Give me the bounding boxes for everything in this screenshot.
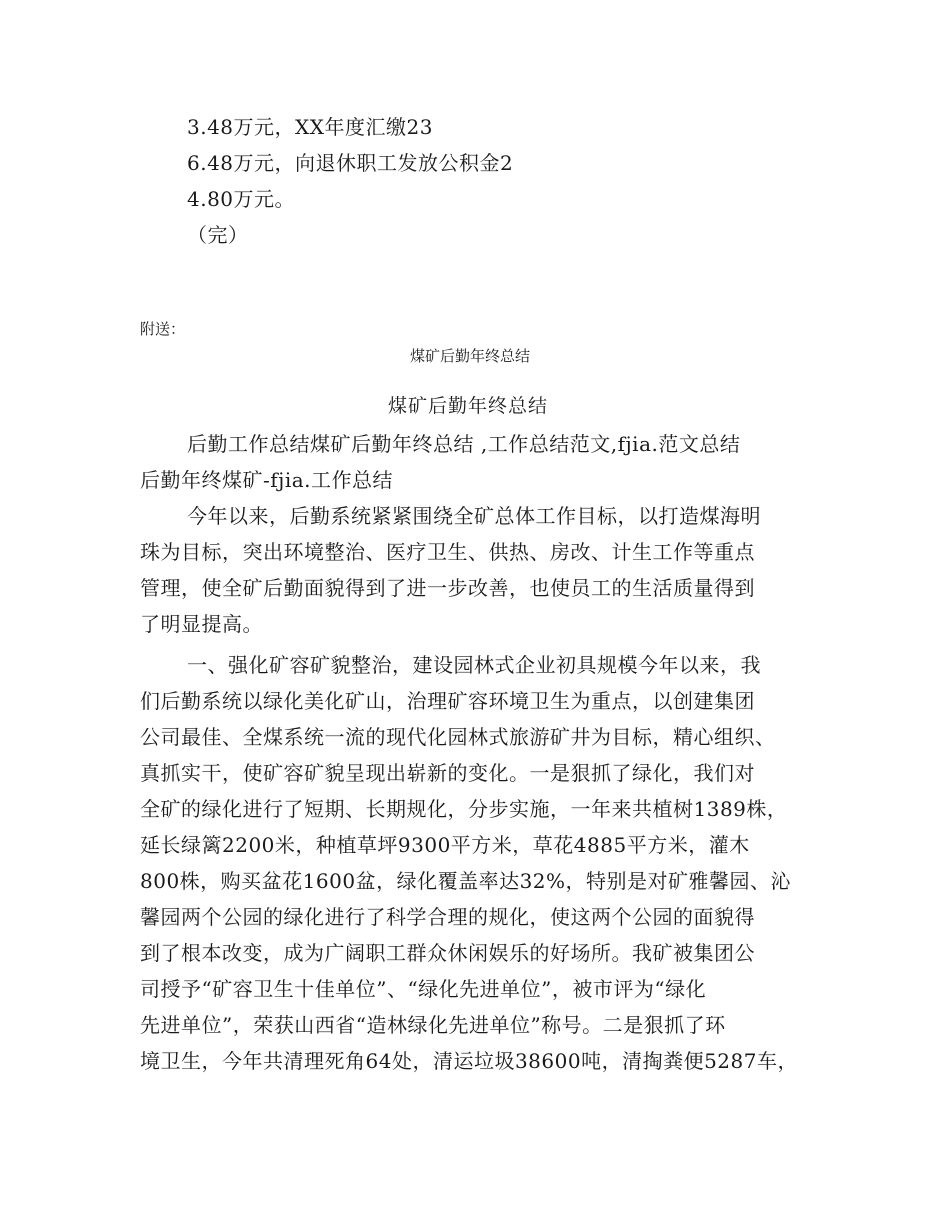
paragraph-line: 司授予“矿容卫生十佳单位”、“绿化先进单位”，被市评为“绿化 <box>140 977 707 1001</box>
paragraph-line: 馨园两个公园的绿化进行了科学合理的规化，使这两个公园的面貌得 <box>140 905 755 929</box>
paragraph-line: 珠为目标，突出环境整治、医疗卫生、供热、房改、计生工作等重点 <box>140 540 755 564</box>
paragraph-line: 真抓实干，使矿容矿貌呈现出崭新的变化。一是狠抓了绿化，我们对 <box>140 761 755 785</box>
keywords-line: 后勤工作总结煤矿后勤年终总结 ,工作总结范文,fjia.范文总结 <box>187 432 741 456</box>
article-title: 煤矿后勤年终总结 <box>388 395 549 417</box>
paragraph-line: 了明显提高。 <box>140 612 263 636</box>
intro-line: 4.80万元。 <box>187 187 296 211</box>
attachment-small-title: 煤矿后勤年终总结 <box>410 347 531 365</box>
paragraph-line: 到了根本改变，成为广阔职工群众休闲娱乐的好场所。我矿被集团公 <box>140 941 755 965</box>
paragraph-line: 今年以来，后勤系统紧紧围绕全矿总体工作目标，以打造煤海明 <box>187 504 761 528</box>
paragraph-line: 境卫生，今年共清理死角64处，清运垃圾38600吨，清掏粪便5287车， <box>140 1049 798 1073</box>
paragraph-line: 一、强化矿容矿貌整治，建设园林式企业初具规模今年以来，我 <box>187 653 761 677</box>
paragraph-line: 全矿的绿化进行了短期、长期规化，分步实施，一年来共植树1389株， <box>140 797 788 821</box>
intro-line: 3.48万元，XX年度汇缴23 <box>187 115 433 139</box>
intro-line: 6.48万元，向退休职工发放公积金2 <box>187 151 514 175</box>
paragraph-line: 800株，购买盆花1600盆，绿化覆盖率达32%，特别是对矿雅馨园、沁 <box>140 869 792 893</box>
keywords-line: 后勤年终煤矿-fjia.工作总结 <box>140 468 394 492</box>
paragraph-line: 公司最佳、全煤系统一流的现代化园林式旅游矿井为目标，精心组织、 <box>140 725 776 749</box>
paragraph-line: 管理，使全矿后勤面貌得到了进一步改善，也使员工的生活质量得到 <box>140 576 755 600</box>
end-marker: （完） <box>187 223 249 247</box>
paragraph-line: 先进单位”，荣获山西省“造林绿化先进单位”称号。二是狠抓了环 <box>140 1013 726 1037</box>
paragraph-line: 延长绿篱2200米，种植草坪9300平方米，草花4885平方米，灌木 <box>140 833 750 857</box>
attachment-label: 附送： <box>140 320 186 338</box>
paragraph-line: 们后勤系统以绿化美化矿山，治理矿容环境卫生为重点，以创建集团 <box>140 689 755 713</box>
